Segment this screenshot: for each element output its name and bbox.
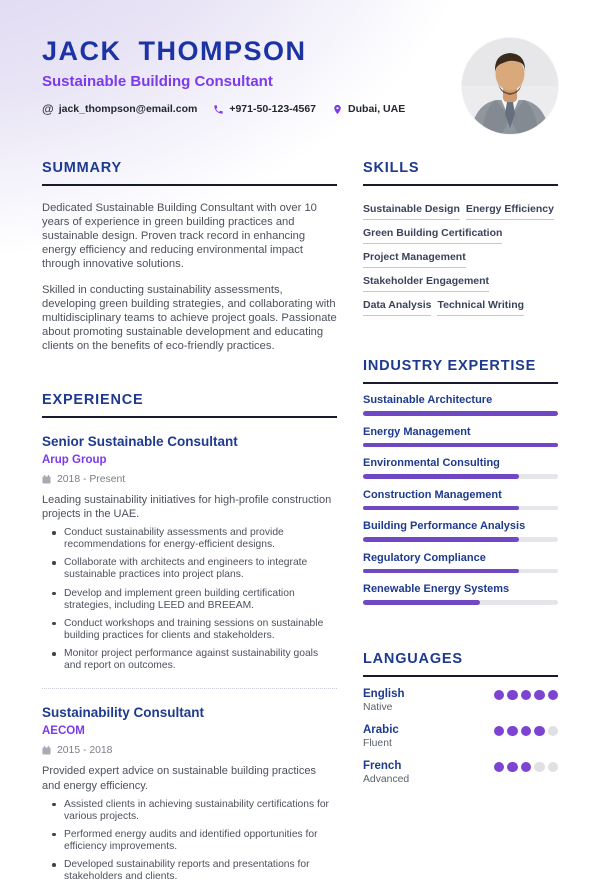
resume-header — [0, 0, 600, 134]
email-icon: @ — [42, 102, 54, 116]
calendar-icon — [42, 746, 51, 755]
section-rule — [42, 184, 337, 186]
expertise-list — [363, 394, 558, 605]
job-entry — [42, 688, 337, 883]
contact-location-text: Dubai, UAE — [348, 103, 406, 115]
languages-heading: LANGUAGES — [363, 650, 463, 667]
language-level: Native — [363, 701, 393, 713]
contact-phone-text: +971-50-123-4567 — [229, 103, 317, 115]
bullet-marker — [52, 803, 56, 807]
skills-list — [363, 203, 558, 316]
skill-item: Project Management — [363, 251, 466, 268]
language-name: English — [363, 687, 405, 700]
expertise-bar-fill — [363, 506, 519, 511]
summary-paragraph: Skilled in conducting sustainability assessments, developing green building strategies, and collaborating with multidisciplinary teams to achieve project goals. Passionate about promoting sustainable development and educating clients on the benefits of eco-friendly practices. — [42, 284, 337, 353]
job-description: Leading sustainability initiatives for high-profile construction projects in the UAE. — [42, 493, 332, 520]
calendar-icon — [42, 475, 51, 484]
level-dot-filled — [548, 690, 559, 701]
summary-paragraph: Dedicated Sustainable Building Consultant with over 10 years of experience in green building practices and sustainable design. Proven track record in enhancing energy efficiency and reducing environmental impact through innovative solutions. — [42, 202, 317, 270]
language-dots — [494, 762, 559, 773]
experience-section — [42, 392, 337, 883]
expertise-label: Energy Management — [363, 425, 471, 438]
expertise-item — [363, 457, 558, 479]
expertise-item — [363, 520, 558, 542]
job-company: Arup Group — [42, 453, 107, 466]
skill-item: Stakeholder Engagement — [363, 275, 489, 292]
language-info — [363, 688, 405, 713]
section-rule — [363, 675, 558, 677]
expertise-bar-track — [363, 600, 558, 605]
skill-item: Green Building Certification — [363, 227, 502, 244]
expertise-item — [363, 552, 558, 574]
job-entry — [42, 434, 337, 673]
expertise-item — [363, 489, 558, 511]
contact-email — [42, 103, 197, 115]
bullet-marker — [52, 833, 56, 837]
expertise-bar-track — [363, 474, 558, 479]
language-info — [363, 760, 409, 785]
bullet-list — [42, 799, 337, 883]
level-dot-filled — [507, 762, 518, 773]
bullet-marker — [52, 561, 56, 565]
language-name: French — [363, 759, 402, 772]
job-dates — [42, 745, 337, 756]
bullet-item — [64, 527, 337, 551]
expertise-label: Renewable Energy Systems — [363, 583, 510, 595]
job-dates-text: 2015 - 2018 — [57, 745, 113, 757]
bullet-text: Assisted clients in achieving sustainability certifications for various projects. — [64, 798, 329, 822]
languages-list — [363, 688, 558, 785]
bullet-item — [64, 648, 337, 672]
level-dot-empty — [548, 762, 559, 773]
job-description: Provided expert advice on sustainable building practices and energy efficiency. — [42, 765, 316, 792]
job-title: Sustainability Consultant — [42, 705, 205, 721]
bullet-item — [64, 588, 337, 612]
expertise-bar-track — [363, 537, 558, 542]
bullet-marker — [52, 592, 56, 596]
level-dot-filled — [507, 726, 518, 737]
languages-section — [363, 651, 558, 785]
bullet-marker — [52, 863, 56, 867]
level-dot-filled — [494, 762, 505, 773]
section-rule — [363, 382, 558, 384]
level-dot-filled — [521, 762, 532, 773]
content-columns — [0, 160, 600, 883]
skills-section — [363, 160, 558, 316]
candidate-name: JACK THOMPSON — [42, 36, 307, 66]
expertise-label: Environmental Consulting — [363, 457, 500, 469]
bullet-item — [64, 829, 337, 853]
expertise-bar-fill — [363, 411, 558, 416]
language-info — [363, 724, 399, 749]
contact-phone — [213, 103, 316, 115]
skill-item: Sustainable Design — [363, 203, 460, 220]
job-dates-text: 2018 - Present — [57, 473, 126, 485]
phone-icon — [213, 104, 224, 115]
profile-photo-illustration — [462, 38, 558, 134]
header-identity — [42, 38, 405, 115]
bullet-marker — [52, 531, 56, 535]
industry-expertise-section — [363, 358, 558, 605]
level-dot-filled — [534, 726, 545, 737]
expertise-bar-track — [363, 569, 558, 574]
expertise-item — [363, 394, 558, 416]
level-dot-filled — [507, 690, 518, 701]
language-item — [363, 724, 558, 749]
experience-heading: EXPERIENCE — [42, 391, 144, 408]
profile-photo — [462, 38, 558, 134]
contact-email-text: jack_thompson@email.com — [58, 103, 198, 115]
location-icon — [332, 104, 343, 115]
contact-location — [332, 103, 405, 115]
bullet-item — [64, 799, 337, 823]
job-title: Senior Sustainable Consultant — [42, 433, 238, 449]
level-dot-filled — [534, 690, 545, 701]
bullet-text: Performed energy audits and identified opportunities for efficiency improvements. — [64, 828, 318, 853]
section-rule — [363, 184, 558, 186]
expertise-label: Sustainable Architecture — [363, 394, 493, 406]
expertise-item — [363, 426, 558, 448]
expertise-bar-track — [363, 411, 558, 416]
job-company: AECOM — [42, 725, 85, 738]
expertise-bar-track — [363, 506, 558, 511]
expertise-item — [363, 583, 558, 605]
level-dot-filled — [521, 690, 532, 701]
jobs-list — [42, 434, 337, 883]
expertise-bar-fill — [363, 600, 480, 605]
summary-heading: SUMMARY — [42, 160, 122, 176]
bullet-item — [64, 557, 337, 581]
language-level: Fluent — [363, 737, 392, 749]
level-dot-empty — [534, 762, 545, 773]
expertise-bar-track — [363, 443, 558, 448]
level-dot-filled — [494, 726, 505, 737]
left-column — [42, 160, 337, 883]
language-item — [363, 760, 558, 785]
summary-section — [42, 160, 337, 354]
bullet-marker — [52, 652, 56, 656]
level-dot-filled — [494, 690, 505, 701]
bullet-item — [64, 859, 337, 883]
skills-heading: SKILLS — [363, 160, 420, 176]
language-dots — [494, 726, 559, 737]
skill-item: Technical Writing — [437, 299, 524, 316]
language-level: Advanced — [363, 773, 410, 785]
language-dots — [494, 690, 559, 701]
bullet-text: Develop and implement green building certification strategies, including LEED and BREEAM. — [64, 587, 295, 611]
bullet-text: Conduct sustainability assessments and provide recommendations for energy-efficient designs. — [64, 527, 284, 551]
job-dates — [42, 474, 337, 485]
contact-row — [42, 103, 405, 115]
language-name: Arabic — [363, 723, 399, 736]
skill-item: Energy Efficiency — [466, 203, 554, 220]
summary-body — [42, 202, 337, 354]
expertise-label: Building Performance Analysis — [363, 520, 526, 532]
bullet-item — [64, 618, 337, 642]
section-rule — [42, 416, 337, 418]
candidate-title: Sustainable Building Consultant — [42, 73, 273, 90]
expertise-bar-fill — [363, 443, 558, 448]
bullet-marker — [52, 622, 56, 626]
expertise-label: Regulatory Compliance — [363, 551, 486, 564]
expertise-bar-fill — [363, 537, 519, 542]
bullet-text: Developed sustainability reports and presentations for stakeholders and clients. — [64, 859, 310, 883]
skill-item: Data Analysis — [363, 299, 431, 316]
expertise-bar-fill — [363, 569, 519, 574]
expertise-label: Construction Management — [363, 488, 502, 501]
industry-expertise-heading: INDUSTRY EXPERTISE — [363, 358, 537, 374]
bullet-text: Monitor project performance against sustainability goals and report on outcomes. — [64, 648, 319, 672]
language-item — [363, 688, 558, 713]
bullet-text: Conduct workshops and training sessions on sustainable building practices for clients and stakeholders. — [64, 617, 324, 642]
level-dot-filled — [521, 726, 532, 737]
bullet-text: Collaborate with architects and engineers to integrate sustainable practices into project plans. — [64, 557, 308, 581]
bullet-list — [42, 527, 337, 672]
expertise-bar-fill — [363, 474, 519, 479]
right-column — [363, 160, 558, 883]
level-dot-empty — [548, 726, 559, 737]
